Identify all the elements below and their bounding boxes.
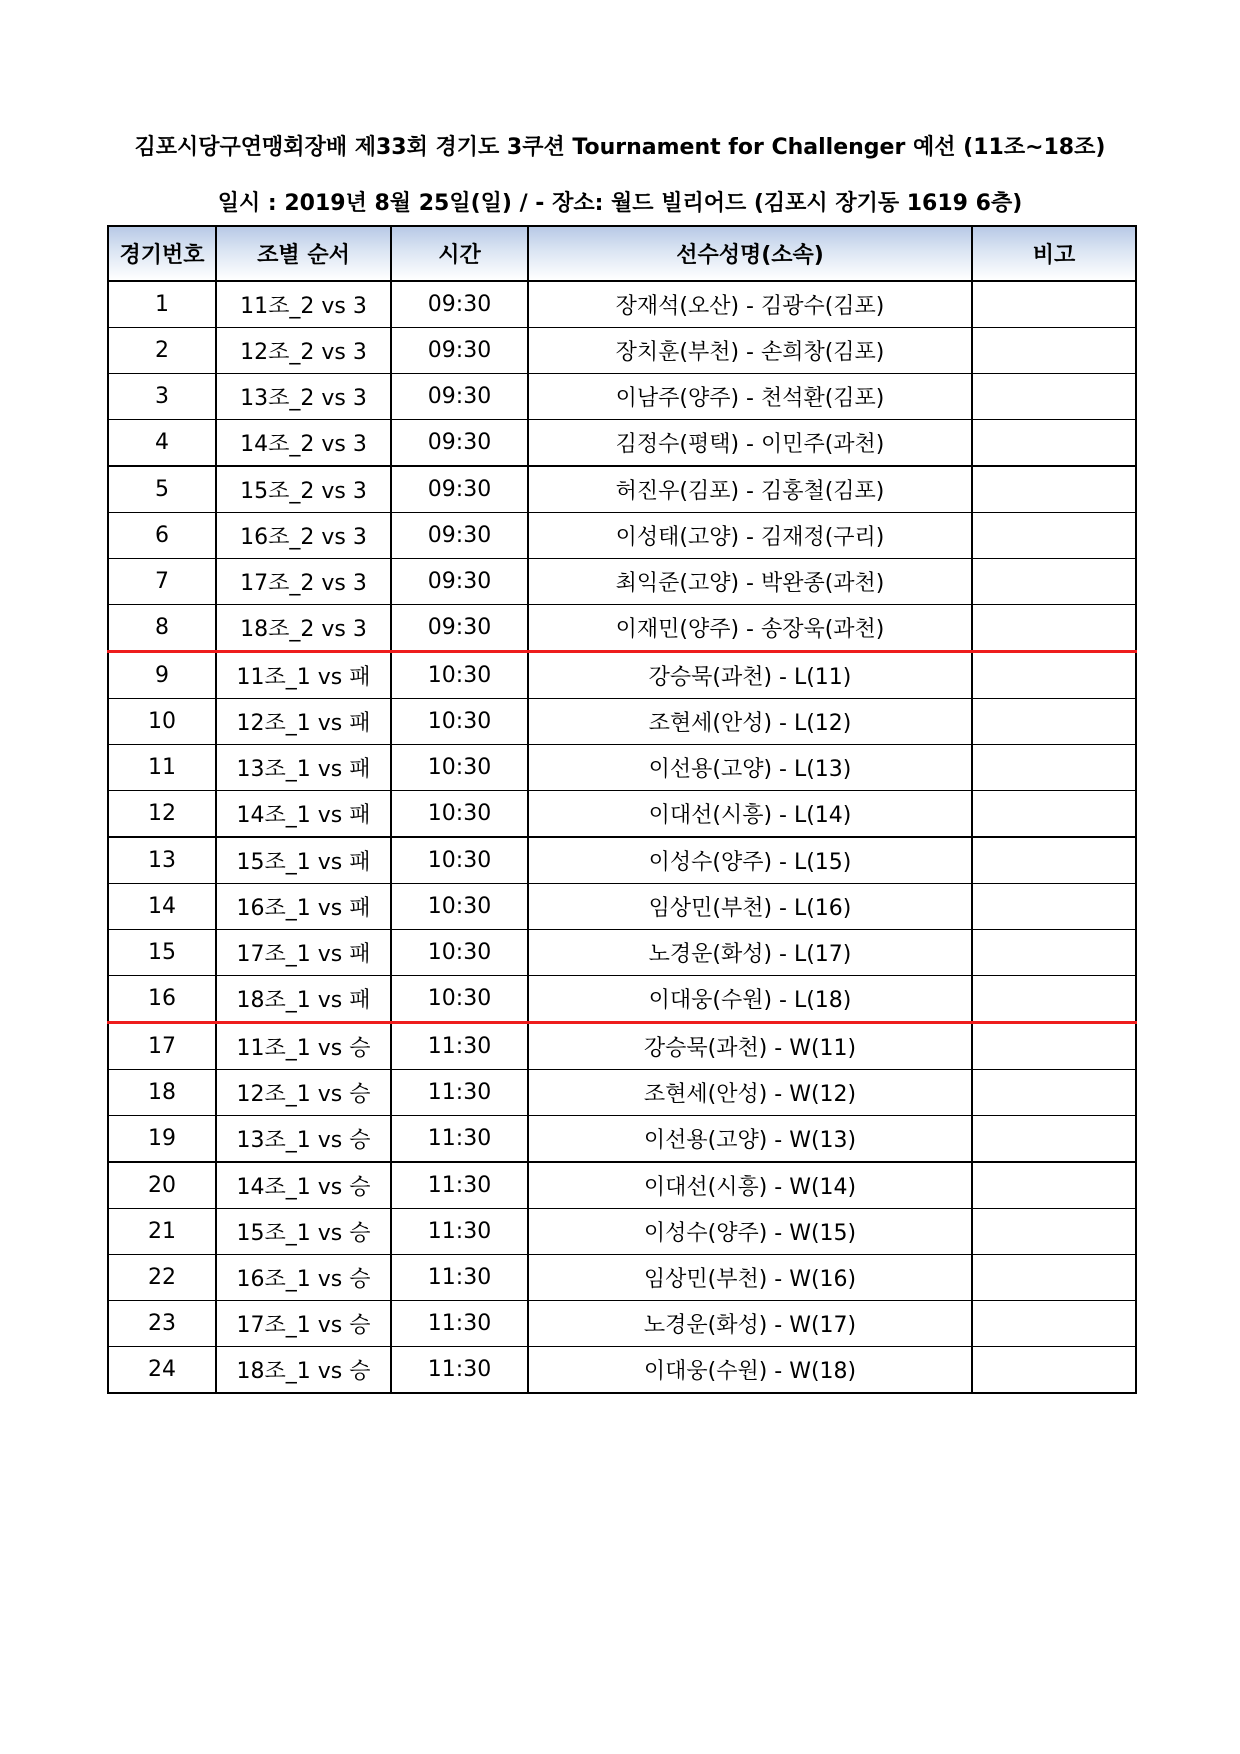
time-cell: 11:30 — [391, 1070, 528, 1116]
time-cell: 09:30 — [391, 513, 528, 559]
match-number-cell: 23 — [108, 1301, 216, 1347]
remarks-cell — [972, 420, 1136, 467]
players-cell: 허진우(김포) - 김홍철(김포) — [528, 466, 972, 513]
remarks-cell — [972, 791, 1136, 838]
match-number-cell: 24 — [108, 1347, 216, 1394]
match-number-cell: 6 — [108, 513, 216, 559]
table-row — [108, 328, 1136, 374]
table-row — [108, 976, 1136, 1023]
table-row — [108, 1162, 1136, 1209]
time-cell: 10:30 — [391, 884, 528, 930]
table-row — [108, 791, 1136, 838]
group-order-cell: 15조_1 vs 패 — [216, 837, 391, 884]
time-cell: 10:30 — [391, 699, 528, 745]
match-number-cell: 16 — [108, 976, 216, 1023]
time-cell: 10:30 — [391, 745, 528, 791]
players-cell: 이대웅(수원) - L(18) — [528, 976, 972, 1023]
remarks-cell — [972, 559, 1136, 605]
remarks-cell — [972, 745, 1136, 791]
time-cell: 11:30 — [391, 1347, 528, 1394]
remarks-cell — [972, 281, 1136, 328]
group-order-cell: 11조_1 vs 패 — [216, 652, 391, 699]
time-cell: 09:30 — [391, 328, 528, 374]
time-cell: 10:30 — [391, 652, 528, 699]
players-cell: 이성수(양주) - L(15) — [528, 837, 972, 884]
remarks-cell — [972, 328, 1136, 374]
match-number-cell: 7 — [108, 559, 216, 605]
time-cell: 10:30 — [391, 791, 528, 838]
players-cell: 조현세(안성) - L(12) — [528, 699, 972, 745]
group-order-cell: 14조_1 vs 패 — [216, 791, 391, 838]
group-order-cell: 16조_2 vs 3 — [216, 513, 391, 559]
group-order-cell: 15조_1 vs 승 — [216, 1209, 391, 1255]
time-cell: 11:30 — [391, 1023, 528, 1070]
players-cell: 이재민(양주) - 송장욱(과천) — [528, 605, 972, 652]
match-number-cell: 4 — [108, 420, 216, 467]
players-cell: 이성수(양주) - W(15) — [528, 1209, 972, 1255]
remarks-cell — [972, 930, 1136, 976]
remarks-cell — [972, 884, 1136, 930]
players-cell: 이대웅(수원) - W(18) — [528, 1347, 972, 1394]
table-row — [108, 837, 1136, 884]
players-cell: 장재석(오산) - 김광수(김포) — [528, 281, 972, 328]
match-number-cell: 14 — [108, 884, 216, 930]
match-number-cell: 3 — [108, 374, 216, 420]
group-order-cell: 18조_1 vs 승 — [216, 1347, 391, 1394]
remarks-cell — [972, 605, 1136, 652]
table-row — [108, 1116, 1136, 1163]
table-row — [108, 930, 1136, 976]
table-header-row — [108, 226, 1136, 281]
table-row — [108, 1255, 1136, 1301]
time-cell: 11:30 — [391, 1301, 528, 1347]
document-title: 김포시당구연맹회장배 제33회 경기도 3쿠션 Tournament for Challenger 예선 (11조~18조) — [134, 135, 1106, 160]
players-cell: 이선용(고양) - W(13) — [528, 1116, 972, 1163]
match-number-cell: 21 — [108, 1209, 216, 1255]
match-number-cell: 12 — [108, 791, 216, 838]
players-cell: 임상민(부천) - L(16) — [528, 884, 972, 930]
remarks-cell — [972, 1116, 1136, 1163]
match-number-cell: 11 — [108, 745, 216, 791]
table-row — [108, 281, 1136, 328]
group-order-cell: 11조_1 vs 승 — [216, 1023, 391, 1070]
players-cell: 임상민(부천) - W(16) — [528, 1255, 972, 1301]
time-cell: 11:30 — [391, 1116, 528, 1163]
table-row — [108, 513, 1136, 559]
table-row — [108, 652, 1136, 699]
table-row — [108, 605, 1136, 652]
match-number-cell: 17 — [108, 1023, 216, 1070]
group-order-cell: 11조_2 vs 3 — [216, 281, 391, 328]
remarks-cell — [972, 976, 1136, 1023]
match-number-cell: 15 — [108, 930, 216, 976]
remarks-cell — [972, 1209, 1136, 1255]
group-order-cell: 13조_1 vs 승 — [216, 1116, 391, 1163]
table-row — [108, 1023, 1136, 1070]
players-cell: 조현세(안성) - W(12) — [528, 1070, 972, 1116]
remarks-cell — [972, 513, 1136, 559]
remarks-cell — [972, 1070, 1136, 1116]
group-order-cell: 17조_1 vs 패 — [216, 930, 391, 976]
remarks-cell — [972, 1162, 1136, 1209]
table-row — [108, 559, 1136, 605]
group-order-cell: 15조_2 vs 3 — [216, 466, 391, 513]
match-number-cell: 10 — [108, 699, 216, 745]
column-header-match-number: 경기번호 — [108, 226, 216, 281]
group-order-cell: 17조_1 vs 승 — [216, 1301, 391, 1347]
remarks-cell — [972, 699, 1136, 745]
group-order-cell: 12조_1 vs 패 — [216, 699, 391, 745]
column-header-time: 시간 — [391, 226, 528, 281]
table-row — [108, 1301, 1136, 1347]
time-cell: 09:30 — [391, 420, 528, 467]
remarks-cell — [972, 1347, 1136, 1394]
table-row — [108, 420, 1136, 467]
group-order-cell: 13조_2 vs 3 — [216, 374, 391, 420]
time-cell: 09:30 — [391, 466, 528, 513]
table-row — [108, 374, 1136, 420]
table-row — [108, 1070, 1136, 1116]
time-cell: 09:30 — [391, 374, 528, 420]
time-cell: 10:30 — [391, 976, 528, 1023]
match-number-cell: 18 — [108, 1070, 216, 1116]
table-row — [108, 1209, 1136, 1255]
time-cell: 09:30 — [391, 605, 528, 652]
match-number-cell: 22 — [108, 1255, 216, 1301]
group-order-cell: 12조_2 vs 3 — [216, 328, 391, 374]
players-cell: 최익준(고양) - 박완종(과천) — [528, 559, 972, 605]
group-order-cell: 18조_1 vs 패 — [216, 976, 391, 1023]
players-cell: 이남주(양주) - 천석환(김포) — [528, 374, 972, 420]
players-cell: 강승묵(과천) - W(11) — [528, 1023, 972, 1070]
group-order-cell: 16조_1 vs 패 — [216, 884, 391, 930]
match-number-cell: 2 — [108, 328, 216, 374]
players-cell: 이성태(고양) - 김재정(구리) — [528, 513, 972, 559]
time-cell: 11:30 — [391, 1209, 528, 1255]
match-number-cell: 1 — [108, 281, 216, 328]
remarks-cell — [972, 374, 1136, 420]
group-order-cell: 14조_1 vs 승 — [216, 1162, 391, 1209]
table-row — [108, 699, 1136, 745]
players-cell: 장치훈(부천) - 손희창(김포) — [528, 328, 972, 374]
match-number-cell: 8 — [108, 605, 216, 652]
match-number-cell: 5 — [108, 466, 216, 513]
table-row — [108, 466, 1136, 513]
table-row — [108, 884, 1136, 930]
match-schedule-table — [107, 225, 1137, 1394]
group-order-cell: 14조_2 vs 3 — [216, 420, 391, 467]
remarks-cell — [972, 466, 1136, 513]
match-number-cell: 9 — [108, 652, 216, 699]
remarks-cell — [972, 837, 1136, 884]
column-header-group-order: 조별 순서 — [216, 226, 391, 281]
players-cell: 이대선(시흥) - W(14) — [528, 1162, 972, 1209]
column-header-players: 선수성명(소속) — [528, 226, 972, 281]
players-cell: 강승묵(과천) - L(11) — [528, 652, 972, 699]
table-row — [108, 1347, 1136, 1394]
column-header-remarks: 비고 — [972, 226, 1136, 281]
group-order-cell: 16조_1 vs 승 — [216, 1255, 391, 1301]
time-cell: 09:30 — [391, 281, 528, 328]
group-order-cell: 12조_1 vs 승 — [216, 1070, 391, 1116]
time-cell: 10:30 — [391, 837, 528, 884]
group-order-cell: 13조_1 vs 패 — [216, 745, 391, 791]
players-cell: 노경운(화성) - W(17) — [528, 1301, 972, 1347]
table-row — [108, 745, 1136, 791]
match-number-cell: 19 — [108, 1116, 216, 1163]
players-cell: 김정수(평택) - 이민주(과천) — [528, 420, 972, 467]
players-cell: 이선용(고양) - L(13) — [528, 745, 972, 791]
document-subtitle: 일시 : 2019년 8월 25일(일) / - 장소: 월드 빌리어드 (김포시 장기동 1619 6층) — [217, 191, 1023, 216]
remarks-cell — [972, 652, 1136, 699]
group-order-cell: 17조_2 vs 3 — [216, 559, 391, 605]
time-cell: 09:30 — [391, 559, 528, 605]
match-number-cell: 13 — [108, 837, 216, 884]
table-body — [108, 281, 1136, 1393]
remarks-cell — [972, 1301, 1136, 1347]
players-cell: 노경운(화성) - L(17) — [528, 930, 972, 976]
remarks-cell — [972, 1255, 1136, 1301]
time-cell: 11:30 — [391, 1162, 528, 1209]
match-number-cell: 20 — [108, 1162, 216, 1209]
time-cell: 11:30 — [391, 1255, 528, 1301]
players-cell: 이대선(시흥) - L(14) — [528, 791, 972, 838]
time-cell: 10:30 — [391, 930, 528, 976]
remarks-cell — [972, 1023, 1136, 1070]
group-order-cell: 18조_2 vs 3 — [216, 605, 391, 652]
